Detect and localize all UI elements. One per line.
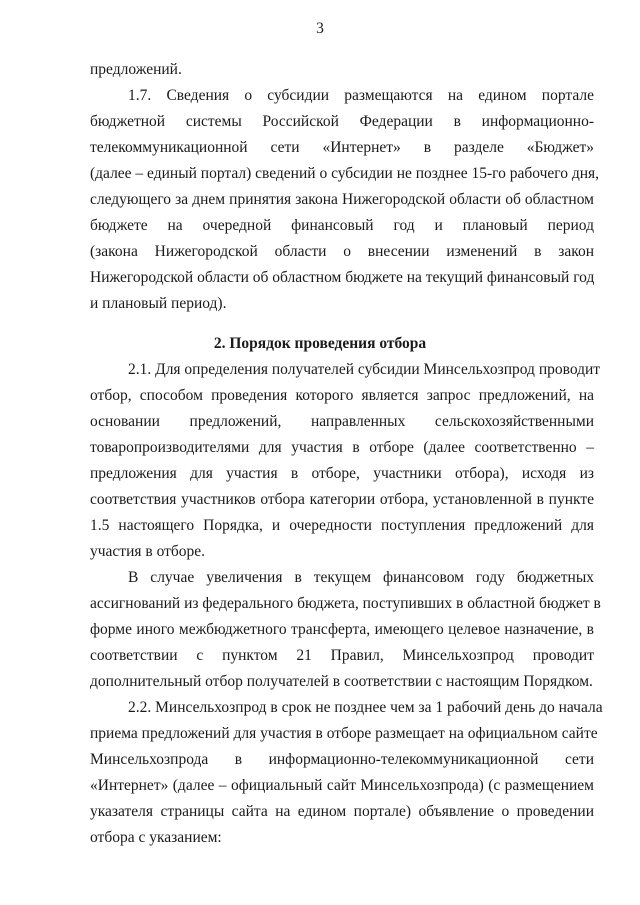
text-line: (закона Нижегородской области о внесении изменений в закон: [90, 243, 594, 260]
text-line: бюджете на очередной финансовый год и плановый период: [90, 217, 594, 234]
text-line: 2.1. Для определения получателей субсидии Минсельхозпрод проводит: [128, 361, 601, 378]
text-line: ассигнований из федерального бюджета, поступивших в областной бюджет в: [90, 595, 601, 612]
text-line: (далее – единый портал) сведений о субсидии не позднее 15-го рабочего дня,: [90, 165, 600, 182]
text-line: товаропроизводителями для участия в отборе (далее соответственно –: [90, 439, 594, 456]
text-line: участия в отборе.: [90, 543, 206, 560]
text-line: бюджетной системы Российской Федерации в информационно-: [90, 113, 594, 130]
text-line: отбор, способом проведения которого является запрос предложений, на: [90, 387, 594, 404]
text-line: основании предложений, направленных сельскохозяйственными: [90, 413, 594, 430]
text-line: 2.2. Минсельхозпрод в срок не позднее чем за 1 рабочий день до начала: [128, 699, 603, 716]
text-line: форме иного межбюджетного трансферта, имеющего целевое назначение, в: [90, 621, 594, 638]
text-line: предложений.: [90, 61, 182, 78]
text-line: «Интернет» (далее – официальный сайт Минсельхозпрода) (с размещением: [90, 777, 594, 794]
text-line: следующего за днем принятия закона Нижегородской области об областном: [90, 191, 594, 208]
text-line: Минсельхозпрода в информационно-телекоммуникационной сети: [90, 751, 594, 768]
text-line: телекоммуникационной сети «Интернет» в разделе «Бюджет»: [90, 139, 594, 156]
text-line: В случае увеличения в текущем финансовом году бюджетных: [128, 569, 594, 586]
text-line: 1.5 настоящего Порядка, и очередности поступления предложений для: [90, 517, 594, 534]
text-line: отбора с указанием:: [90, 829, 222, 846]
page-number: 3: [316, 20, 324, 37]
text-line: соответствия участников отбора категории отбора, установленной в пункте: [90, 491, 594, 508]
text-line: указателя страницы сайта на едином портале) объявление о проведении: [90, 803, 594, 820]
text-line: Нижегородской области об областном бюджете на текущий финансовый год: [90, 269, 595, 286]
text-line: соответствии с пунктом 21 Правил, Минсельхозпрод проводит: [90, 647, 594, 664]
text-line: приема предложений для участия в отборе размещает на официальном сайте: [90, 725, 598, 742]
text-line: предложения для участия в отборе, участники отбора), исходя из: [90, 465, 594, 482]
text-line: дополнительный отбор получателей в соответствии с настоящим Порядком.: [90, 673, 593, 690]
section-heading: 2. Порядок проведения отбора: [213, 335, 427, 352]
text-line: 1.7. Сведения о субсидии размещаются на едином портале: [128, 87, 594, 104]
text-line: и плановый период).: [90, 295, 227, 312]
